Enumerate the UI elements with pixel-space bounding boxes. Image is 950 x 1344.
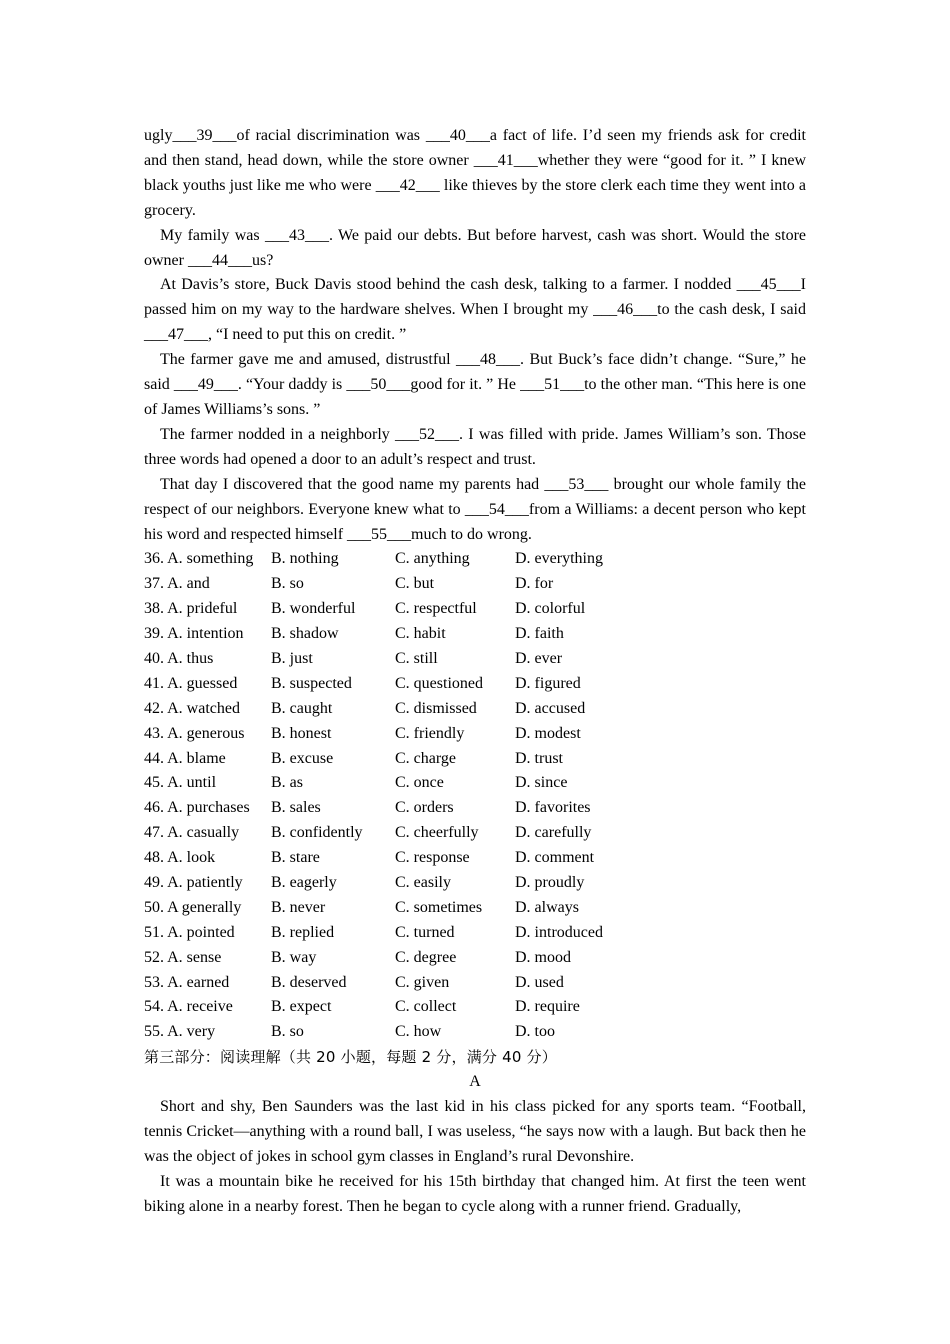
option-row: [144, 946, 806, 971]
option-a: 37. A. and: [144, 575, 210, 593]
option-c: C. easily: [395, 873, 451, 891]
option-row: [144, 697, 806, 722]
option-d: D. introduced: [515, 923, 603, 941]
option-d: D. used: [515, 973, 564, 991]
option-d: D. favorites: [515, 799, 591, 817]
cloze-paragraph: My family was ___43___. We paid our debts. But before harvest, cash was short. Would the store owner ___44___us?: [144, 226, 806, 269]
option-c: C. still: [395, 649, 438, 667]
option-c: C. collect: [395, 998, 457, 1016]
reading-passage: [144, 1095, 806, 1220]
option-b: B. confidently: [271, 824, 363, 842]
option-b: B. honest: [271, 724, 332, 742]
option-row: [144, 821, 806, 846]
option-a: 43. A. generous: [144, 724, 245, 742]
option-d: D. since: [515, 774, 568, 792]
option-row: [144, 995, 806, 1020]
cloze-paragraph: That day I discovered that the good name my parents had ___53___ brought our whole family the respect of our neighbors. Everyone knew what to ___54___from a Williams: a decent person who kept his word and respected himself ___55___much to do wrong.: [144, 475, 806, 543]
reading-paragraph: It was a mountain bike he received for his 15th birthday that changed him. At first the teen went biking alone in a nearby forest. Then he began to cycle along with a runner friend. Gradually,: [144, 1172, 806, 1215]
option-c: C. orders: [395, 799, 454, 817]
option-d: D. mood: [515, 948, 571, 966]
option-d: D. faith: [515, 625, 564, 643]
option-b: B. replied: [271, 923, 335, 941]
option-a: 48. A. look: [144, 849, 216, 867]
option-c: C. once: [395, 774, 444, 792]
option-b: B. never: [271, 898, 326, 916]
option-a: 54. A. receive: [144, 998, 233, 1016]
option-d: D. figured: [515, 674, 581, 692]
option-a: 45. A. until: [144, 774, 217, 792]
option-b: B. so: [271, 1023, 304, 1041]
option-a: 55. A. very: [144, 1023, 216, 1041]
option-c: C. questioned: [395, 674, 483, 692]
option-d: D. comment: [515, 849, 595, 867]
option-d: D. proudly: [515, 873, 585, 891]
option-d: D. require: [515, 998, 580, 1016]
option-row: [144, 771, 806, 796]
option-d: D. carefully: [515, 824, 592, 842]
option-row: [144, 871, 806, 896]
option-b: B. so: [271, 575, 304, 593]
option-d: D. modest: [515, 724, 581, 742]
document-page: [144, 124, 806, 1220]
option-b: B. deserved: [271, 973, 347, 991]
option-row: [144, 921, 806, 946]
cloze-passage: [144, 124, 806, 547]
option-b: B. sales: [271, 799, 321, 817]
option-b: B. caught: [271, 699, 333, 717]
option-c: C. response: [395, 849, 470, 867]
option-b: B. nothing: [271, 550, 339, 568]
option-a: 52. A. sense: [144, 948, 222, 966]
option-b: B. eagerly: [271, 873, 337, 891]
option-row: [144, 896, 806, 921]
option-a: 38. A. prideful: [144, 600, 238, 618]
option-c: C. degree: [395, 948, 457, 966]
option-d: D. everything: [515, 550, 603, 568]
option-row: [144, 846, 806, 871]
option-c: C. given: [395, 973, 450, 991]
option-a: 53. A. earned: [144, 973, 230, 991]
option-row: [144, 572, 806, 597]
option-row: [144, 796, 806, 821]
option-d: D. too: [515, 1023, 555, 1041]
option-row: [144, 971, 806, 996]
option-b: B. as: [271, 774, 303, 792]
option-a: 49. A. patiently: [144, 873, 243, 891]
option-c: C. friendly: [395, 724, 465, 742]
option-d: D. colorful: [515, 600, 586, 618]
option-b: B. shadow: [271, 625, 339, 643]
section-heading: 第三部分：阅读理解（共 20 小题，每题 2 分，满分 40 分）: [144, 1048, 557, 1067]
option-a: 42. A. watched: [144, 699, 240, 717]
option-c: C. charge: [395, 749, 457, 767]
option-b: B. stare: [271, 849, 320, 867]
option-d: D. for: [515, 575, 554, 593]
option-d: D. trust: [515, 749, 563, 767]
option-c: C. how: [395, 1023, 442, 1041]
option-c: C. habit: [395, 625, 446, 643]
option-c: C. but: [395, 575, 435, 593]
option-c: C. respectful: [395, 600, 477, 618]
option-b: B. just: [271, 649, 313, 667]
option-row: [144, 647, 806, 672]
option-b: B. way: [271, 948, 317, 966]
option-row: [144, 1020, 806, 1045]
option-d: D. always: [515, 898, 579, 916]
option-c: C. dismissed: [395, 699, 477, 717]
reading-paragraph: Short and shy, Ben Saunders was the last kid in his class picked for any sports team. “Football, tennis Cricket—anything with a round ball, I was useless, “he says now with a laugh. But back then he was the object of jokes in school gym classes in England’s rural Devonshire.: [144, 1098, 806, 1165]
cloze-paragraph: The farmer nodded in a neighborly ___52___. I was filled with pride. James William’s son. Those three words had opened a door to an adult’s respect and trust.: [144, 425, 806, 468]
option-b: B. excuse: [271, 749, 334, 767]
option-a: 50. A generally: [144, 898, 242, 916]
option-a: 44. A. blame: [144, 749, 226, 767]
option-a: 39. A. intention: [144, 625, 244, 643]
option-row: [144, 597, 806, 622]
option-a: 36. A. something: [144, 550, 254, 568]
cloze-paragraph: At Davis’s store, Buck Davis stood behind the cash desk, talking to a farmer. I nodded ___45___I passed him on my way to the hardware shelves. When I brought my ___46___to the cash desk, I said ___47___, “I need to put this on credit. ”: [144, 276, 806, 344]
passage-label: A: [469, 1073, 481, 1091]
cloze-paragraph: The farmer gave me and amused, distrustful ___48___. But Buck’s face didn’t change. “Sure,” he said ___49___. “Your daddy is ___50___good for it. ” He ___51___to the other man. “This here is one of James Williams’s sons. ”: [144, 351, 806, 418]
option-c: C. anything: [395, 550, 470, 568]
option-row: [144, 672, 806, 697]
option-d: D. ever: [515, 649, 563, 667]
option-b: B. suspected: [271, 674, 352, 692]
option-a: 51. A. pointed: [144, 923, 235, 941]
option-row: [144, 747, 806, 772]
option-row: [144, 547, 806, 572]
option-a: 47. A. casually: [144, 824, 240, 842]
option-b: B. wonderful: [271, 600, 356, 618]
cloze-paragraph: ugly___39___of racial discrimination was ___40___a fact of life. I’d seen my friends ask for credit and then stand, head down, while the store owner ___41___whether they were “good for it. ” I knew black youths just like me who were ___42___ like thieves by the store clerk each time they went into a grocery.: [144, 127, 806, 219]
option-c: C. cheerfully: [395, 824, 479, 842]
option-a: 41. A. guessed: [144, 674, 238, 692]
answer-options-list: [144, 547, 806, 1045]
option-c: C. turned: [395, 923, 455, 941]
option-b: B. expect: [271, 998, 332, 1016]
option-c: C. sometimes: [395, 898, 483, 916]
option-a: 46. A. purchases: [144, 799, 250, 817]
option-a: 40. A. thus: [144, 649, 214, 667]
option-d: D. accused: [515, 699, 586, 717]
option-row: [144, 722, 806, 747]
option-row: [144, 622, 806, 647]
